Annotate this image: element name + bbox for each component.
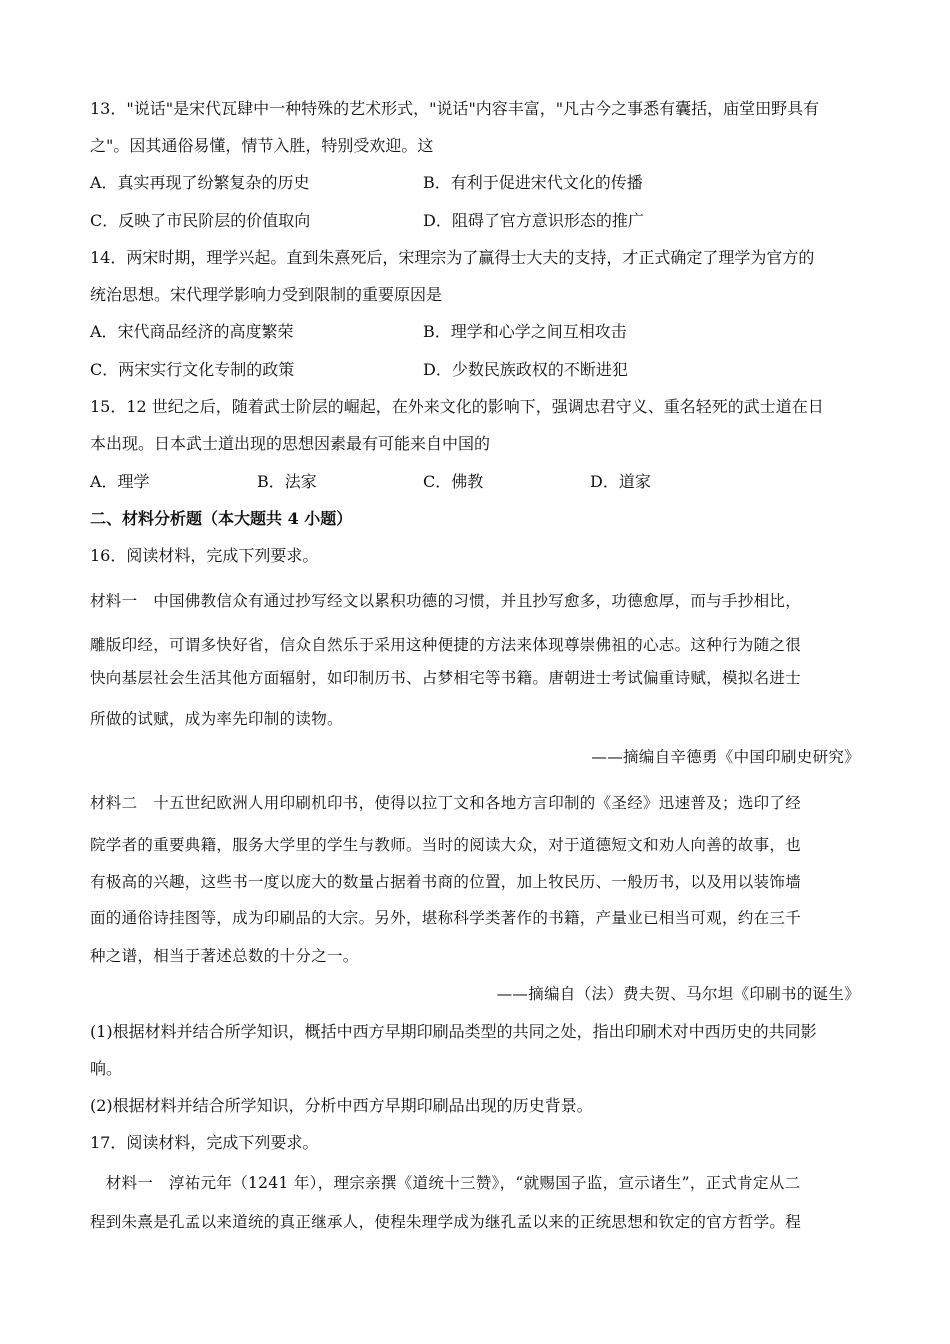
q17-intro: 17．阅读材料，完成下列要求。 xyxy=(90,1133,319,1152)
q14-option-b: B．理学和心学之间互相攻击 xyxy=(423,322,627,341)
q16-sub2: (2)根据材料并结合所学知识，分析中西方早期印刷品出现的历史背景。 xyxy=(90,1096,593,1115)
q13-stem-line2: 之"。因其通俗易懂，情节入胜，特别受欢迎。这 xyxy=(90,136,434,155)
q16-material2-line: 面的通俗诗挂图等，成为印刷品的大宗。另外，堪称科学类著作的书籍，产量业已相当可观，约在三千 xyxy=(90,909,802,927)
q15-stem-line2: 本出现。日本武士道出现的思想因素最有可能来自中国的 xyxy=(90,434,491,453)
q17-material1-line: 程到朱熹是孔孟以来道统的真正继承人，使程朱理学成为继孔孟以来的正统思想和钦定的官方哲学。程 xyxy=(90,1213,802,1231)
q16-material1-line: 快向基层社会生活其他方面辐射，如印制历书、占梦相宅等书籍。唐朝进士考试偏重诗赋，模拟名进士 xyxy=(90,669,802,687)
q15-option-a: A．理学 xyxy=(90,472,150,491)
q13-stem-line1: 13．"说话"是宋代瓦肆中一种特殊的艺术形式，"说话"内容丰富，"凡古今之事悉有囊括，庙堂田野具有 xyxy=(90,99,820,118)
q16-material1-line: 材料一 中国佛教信众有通过抄写经文以累积功德的习惯，并且抄写愈多，功德愈厚，而与手抄相比， xyxy=(90,592,802,610)
q16-material2-line: 材料二 十五世纪欧洲人用印刷机印书，使得以拉丁文和各地方言印制的《圣经》迅速普及；选印了经 xyxy=(90,794,802,812)
q16-material1-source: ——摘编自辛德勇《中国印刷史研究》 xyxy=(591,748,860,766)
q13-option-a: A．真实再现了纷繁复杂的历史 xyxy=(90,173,310,192)
q16-material1-line: 雕版印经，可谓多快好省，信众自然乐于采用这种便捷的方法来体现尊崇佛祖的心志。这种行为随之很 xyxy=(90,636,802,654)
q15-option-b: B．法家 xyxy=(257,472,317,491)
q16-material1-line: 所做的试赋，成为率先印制的读物。 xyxy=(90,710,343,728)
q16-sub1-line1: (1)根据材料并结合所学知识，概括中西方早期印刷品类型的共同之处，指出印刷术对中西历史的共同影 xyxy=(90,1022,817,1041)
q13-option-d: D．阻碍了官方意识形态的推广 xyxy=(423,211,644,230)
q16-material2-line: 院学者的重要典籍，服务大学里的学生与教师。当时的阅读大众，对于道德短文和劝人向善的故事，也 xyxy=(90,836,802,854)
section-heading: 二、材料分析题（本大题共 4 小题） xyxy=(90,509,353,528)
q17-material1-line: 材料一 淳祐元年（1241 年），理宗亲撰《道统十三赞》，“就赐国子监，宣示诸生”，正式肯定从二 xyxy=(90,1174,801,1192)
q16-material2-source: ——摘编自（法）费夫贺、马尔坦《印刷书的诞生》 xyxy=(496,985,860,1003)
q14-option-c: C．两宋实行文化专制的政策 xyxy=(90,360,295,379)
q15-option-c: C．佛教 xyxy=(423,472,484,491)
q13-option-c: C．反映了市民阶层的价值取向 xyxy=(90,211,311,230)
q16-material2-line: 种之谱，相当于著述总数的十分之一。 xyxy=(90,947,359,965)
q14-option-a: A．宋代商品经济的高度繁荣 xyxy=(90,322,294,341)
q15-option-d: D．道家 xyxy=(590,472,651,491)
q14-option-d: D．少数民族政权的不断进犯 xyxy=(423,360,628,379)
q13-option-b: B．有利于促进宋代文化的传播 xyxy=(423,173,643,192)
q16-intro: 16．阅读材料，完成下列要求。 xyxy=(90,546,319,565)
q16-sub1-line2: 响。 xyxy=(90,1059,123,1078)
q15-stem-line1: 15．12 世纪之后，随着武士阶层的崛起，在外来文化的影响下，强调忠君守义、重名轻死的武士道在日 xyxy=(90,397,824,416)
q14-stem-line2: 统治思想。宋代理学影响力受到限制的重要原因是 xyxy=(90,285,443,304)
q16-material2-line: 有极高的兴趣，这些书一度以庞大的数量占据着书商的位置，加上牧民历、一般历书，以及用以装饰墙 xyxy=(90,873,802,891)
q14-stem-line1: 14．两宋时期，理学兴起。直到朱熹死后，宋理宗为了赢得士大夫的支持，才正式确定了理学为官方的 xyxy=(90,248,815,267)
